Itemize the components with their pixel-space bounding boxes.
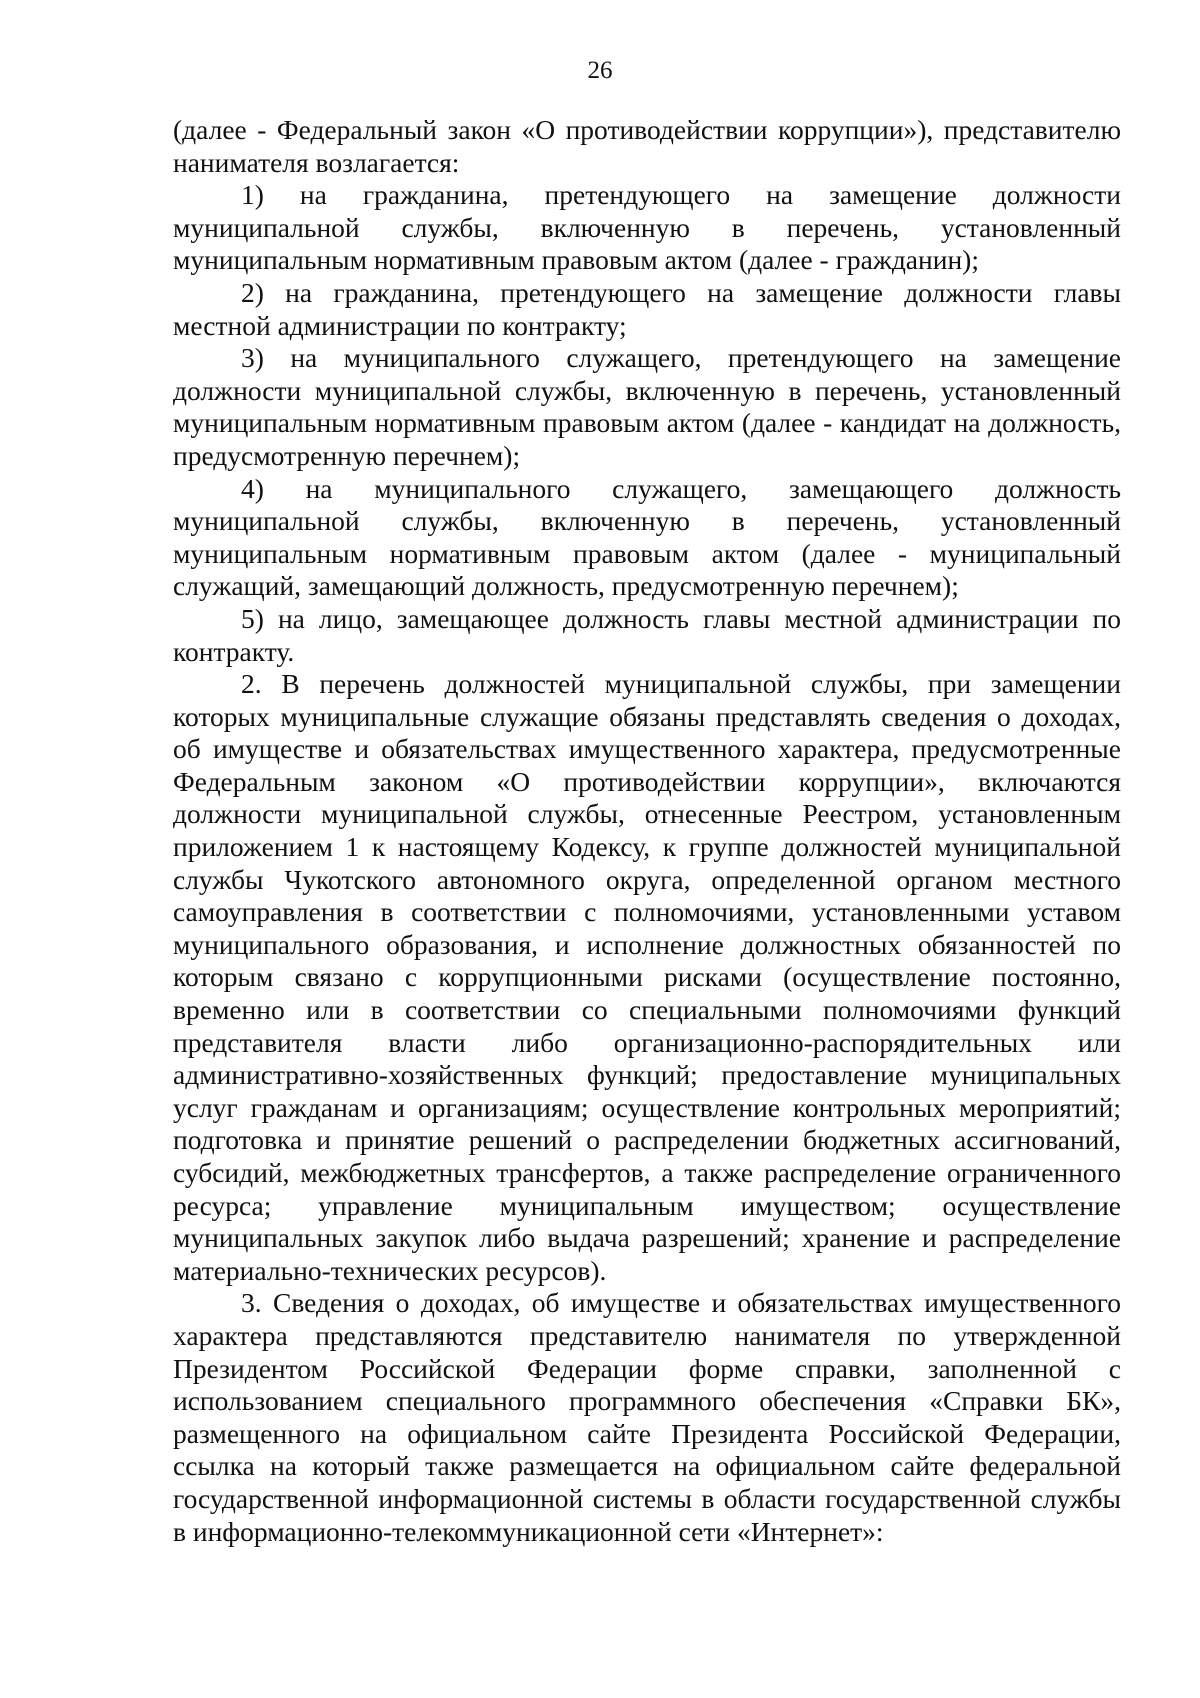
list-item-1-citizen: 1) на гражданина, претендующего на замещение должности муниципальной службы, включенную в перечень, установленный муниципальным нормативным правовым актом (далее - гражданин); <box>173 179 1121 276</box>
document-body <box>173 114 1121 1548</box>
list-item-3-candidate: 3) на муниципального служащего, претендующего на замещение должности муниципальной службы, включенную в перечень, установленный муниципальным нормативным правовым актом (далее - кандидат на должность, предусмотренную перечнем); <box>173 342 1121 471</box>
list-item-2-citizen-head: 2) на гражданина, претендующего на замещение должности главы местной администрации по контракту; <box>173 276 1121 341</box>
section-3-paragraph: 3. Сведения о доходах, об имуществе и обязательствах имущественного характера представляются представителю нанимателя по утвержденной Президентом Российской Федерации форме справки, заполненной с использованием специального программного обеспечения «Справки БК», размещенного на официальном сайте Президента Российской Федерации, ссылка на который также размещается на официальном сайте федеральной государственной информационной системы в области государственной службы в информационно-телекоммуникационной сети «Интернет»: <box>173 1287 1121 1547</box>
page-number: 26 <box>587 57 613 84</box>
list-item-5-administration-head: 5) на лицо, замещающее должность главы местной администрации по контракту. <box>173 602 1121 667</box>
list-item-4-municipal-employee: 4) на муниципального служащего, замещающего должность муниципальной службы, включенную в перечень, установленный муниципальным нормативным правовым актом (далее - муниципальный служащий, замещающий должность, предусмотренную перечнем); <box>173 472 1121 602</box>
paragraph-continuation: (далее - Федеральный закон «О противодействии коррупции»), представителю нанимателя возлагается: <box>173 114 1121 178</box>
section-2-paragraph: 2. В перечень должностей муниципальной службы, при замещении которых муниципальные служащие обязаны представлять сведения о доходах, об имуществе и обязательствах имущественного характера, предусмотренные Федеральным законом «О противодействии коррупции», включаются должности муниципальной службы, отнесенные Реестром, установленным приложением 1 к настоящему Кодексу, к группе должностей муниципальной службы Чукотского автономного округа, определенной органом местного самоуправления в соответствии с полномочиями, установленными уставом муниципального образования, и исполнение должностных обязанностей по которым связано с коррупционными рисками (осуществление постоянно, временно или в соответствии со специальными полномочиями функций представителя власти либо организационно-распорядительных или административно-хозяйственных функций; предоставление муниципальных услуг гражданам и организациям; осуществление контрольных мероприятий; подготовка и принятие решений о распределении бюджетных ассигнований, субсидий, межбюджетных трансфертов, а также распределение ограниченного ресурса; управление муниципальным имуществом; осуществление муниципальных закупок либо выдача разрешений; хранение и распределение материально-технических ресурсов). <box>173 668 1121 1286</box>
